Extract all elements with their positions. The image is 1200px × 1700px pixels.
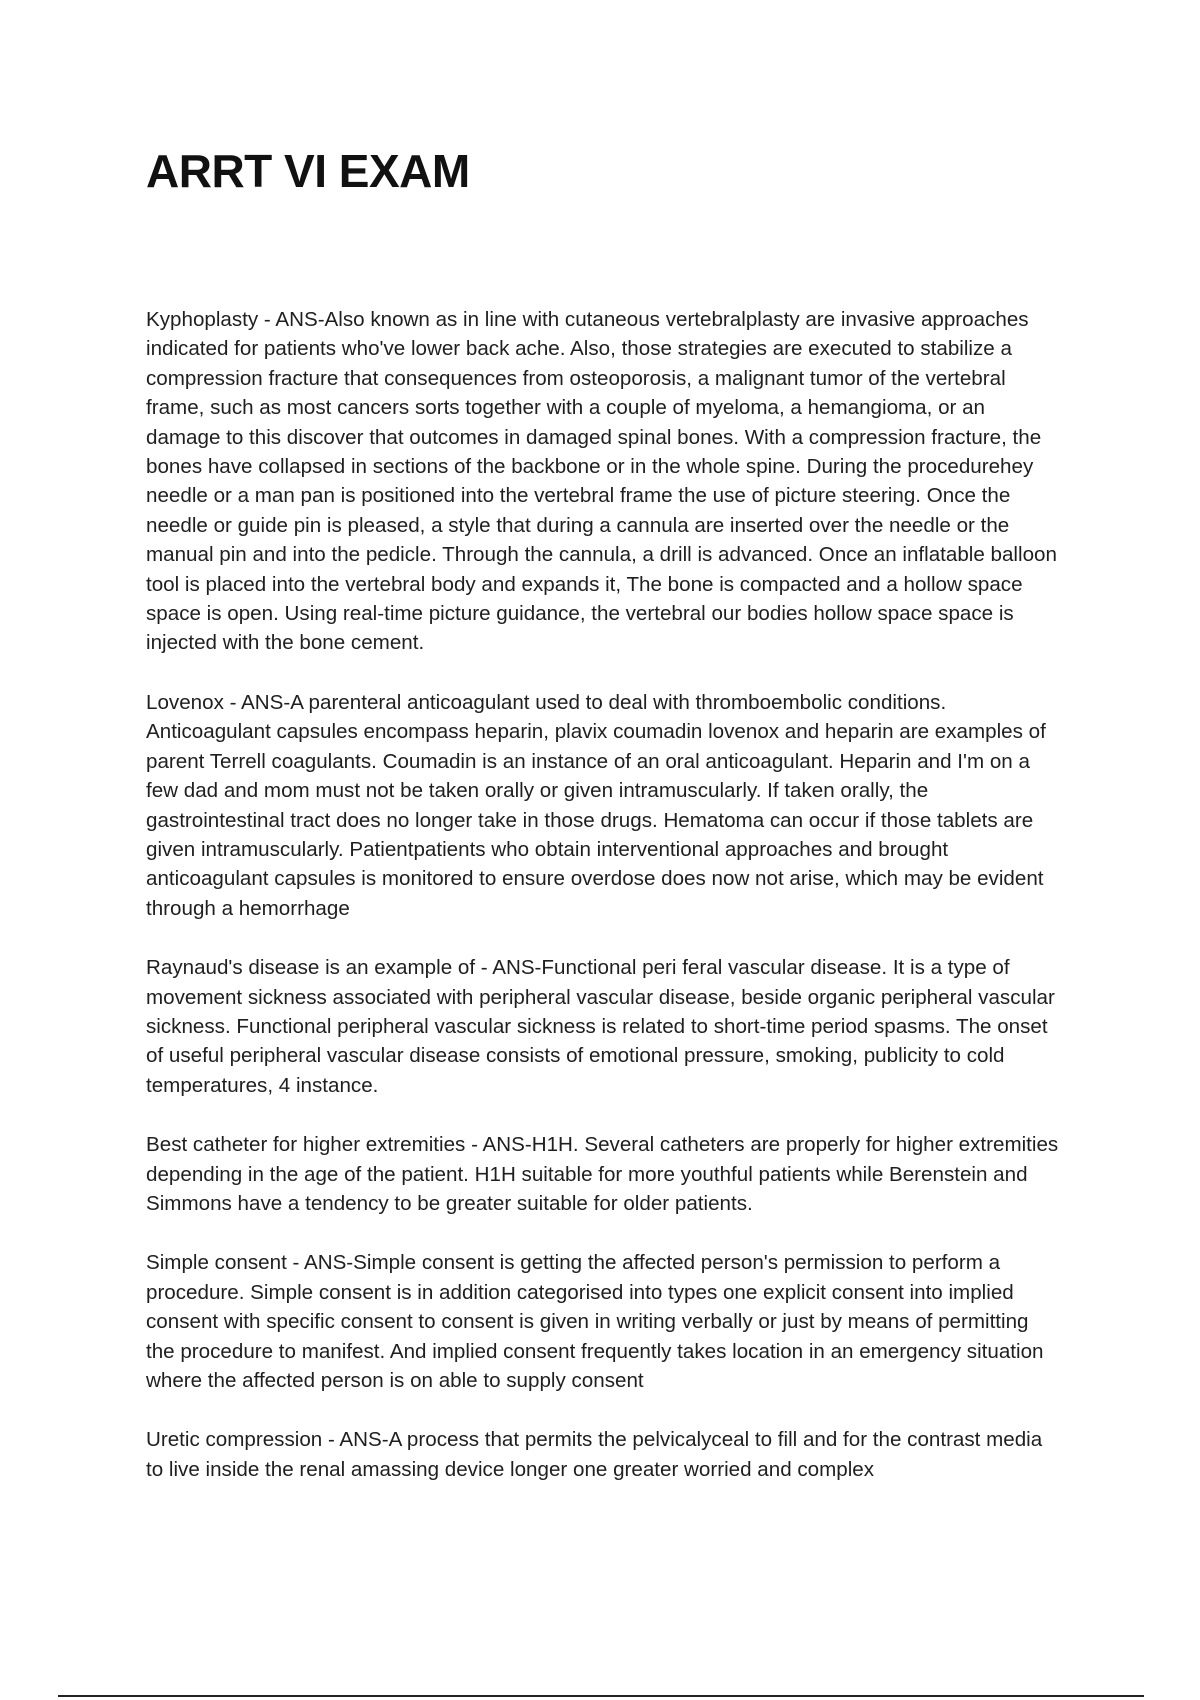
entry-raynauds-disease: Raynaud's disease is an example of - ANS-Functional peri feral vascular disease. It is a type of movement sickness associated with peripheral vascular disease, beside organic peripheral vascular sickness. Functional peripheral vascular sickness is related to short-time period spasms. The onset of useful peripheral vascular disease consists of emotional pressure, smoking, publicity to cold temperatures, 4 instance. [146,956,1055,1097]
entry-best-catheter: Best catheter for higher extremities - ANS-H1H. Several catheters are properly for higher extremities depending in the age of the patient. H1H suitable for more youthful patients while Berenstein and Simmons have a tendency to be greater suitable for older patients. [146,1133,1059,1215]
document-body [146,305,1061,1514]
entry-uretic-compression: Uretic compression - ANS-A process that permits the pelvicalyceal to fill and for the contrast media to live inside the renal amassing device longer one greater worried and complex [146,1428,1043,1481]
document-title: ARRT VI EXAM [146,145,470,197]
entry-lovenox: Lovenox - ANS-A parenteral anticoagulant used to deal with thromboembolic conditions. Anticoagulant capsules encompass heparin, plavix coumadin lovenox and heparin are examples of parent Terrell coagulants. Coumadin is an instance of an oral anticoagulant. Heparin and I'm on a few dad and mom must not be taken orally or given intramuscularly. If taken orally, the gastrointestinal tract does no longer take in those drugs. Hematoma can occur if those tablets are given intramuscularly. Patientpatients who obtain interventional approaches and brought anticoagulant capsules is monitored to ensure overdose does now not arise, which may be evident through a hemorrhage [146,690,1046,920]
footer-divider [58,1695,1144,1697]
entry-kyphoplasty: Kyphoplasty - ANS-Also known as in line with cutaneous vertebralplasty are invasive approaches indicated for patients who've lower back ache. Also, those strategies are executed to stabilize a compression fracture that consequences from osteoporosis, a malignant tumor of the vertebral frame, such as most cancers sorts together with a couple of myeloma, a hemangioma, or an damage to this discover that outcomes in damaged spinal bones. With a compression fracture, the bones have collapsed in sections of the backbone or in the whole spine. During the procedurehey needle or a man pan is positioned into the vertebral frame the use of picture steering. Once the needle or guide pin is pleased, a style that during a cannula are inserted over the needle or the manual pin and into the pedicle. Through the cannula, a drill is advanced. Once an inflatable balloon tool is placed into the vertebral body and expands it, The bone is compacted and a hollow space space is open. Using real-time picture guidance, the vertebral our bodies hollow space space is injected with the bone cement. [146,308,1057,655]
entry-simple-consent: Simple consent - ANS-Simple consent is getting the affected person's permission to perform a procedure. Simple consent is in addition categorised into types one explicit consent into implied consent with specific consent to consent is given in writing verbally or just by means of permitting the procedure to manifest. And implied consent frequently takes location in an emergency situation where the affected person is on able to supply consent [146,1251,1044,1392]
